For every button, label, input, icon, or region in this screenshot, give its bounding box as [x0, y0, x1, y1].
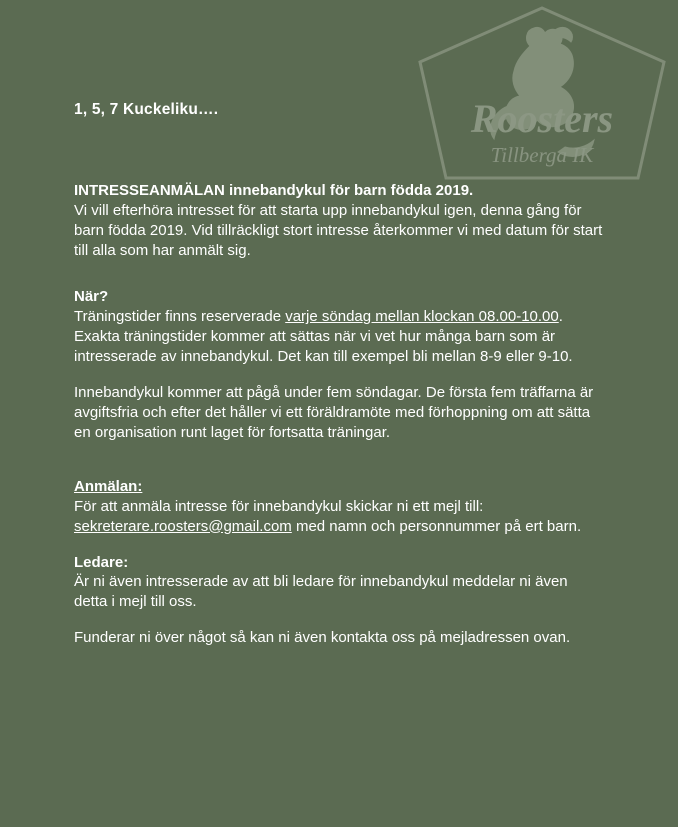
- signup-email-line: [74, 517, 604, 537]
- intro-title: INTRESSEANMÄLAN innebandykul för barn födda 2019.: [74, 182, 474, 200]
- intro-body: Vi vill efterhöra intresset för att starta upp innebandykul igen, denna gång för barn födda 2019. Vid tillräckligt stort intresse återkommer vi med datum för start till alla som har anmält sig.: [74, 202, 603, 260]
- spacer: [74, 537, 604, 553]
- spacer: [74, 367, 604, 383]
- leaders-title: Ledare:: [74, 553, 129, 571]
- when-title: När?: [74, 288, 109, 306]
- spacer: [74, 261, 604, 287]
- document-content: [74, 100, 604, 648]
- spacer: [74, 443, 604, 469]
- spacer: [74, 612, 604, 628]
- signup-email-link[interactable]: sekreterare.roosters@gmail.com: [74, 517, 292, 535]
- logo-word-primary: Roosters: [470, 96, 614, 141]
- when-line1-prefix: Träningstider finns reserverade: [74, 308, 286, 326]
- signup-line2-suffix: med namn och personnummer på ert barn.: [291, 517, 582, 535]
- when-reserved-times: [74, 307, 604, 327]
- closing-note: Funderar ni över något så kan ni även kontakta oss på mejladressen ovan.: [74, 629, 571, 647]
- when-line1-underlined: varje söndag mellan klockan 08.00-10.00: [285, 308, 559, 326]
- spacer: [74, 469, 604, 477]
- when-line1-suffix: .: [558, 308, 563, 326]
- signup-line1: För att anmäla intresse för innebandykul skickar ni ett mejl till:: [74, 497, 484, 515]
- document-headline: 1, 5, 7 Kuckeliku….: [74, 101, 219, 118]
- signup-title: Anmälan:: [74, 477, 143, 495]
- when-duration: Innebandykul kommer att pågå under fem söndagar. De första fem träffarna är avgiftsfria och efter det håller vi ett föräldramöte med förhoppning om att sätta en organisation runt laget för fortsatta träningar.: [74, 383, 594, 441]
- logo-word-secondary: Tillberga IK: [490, 143, 594, 167]
- leaders-body: Är ni även intresserade av att bli ledare för innebandykul meddelar ni även detta i mejl till oss.: [74, 573, 568, 611]
- when-exact-times: Exakta träningstider kommer att sättas när vi vet hur många barn som är intresserade av innebandykul. Det kan till exempel bli mellan 8-9 eller 9-10.: [74, 328, 573, 365]
